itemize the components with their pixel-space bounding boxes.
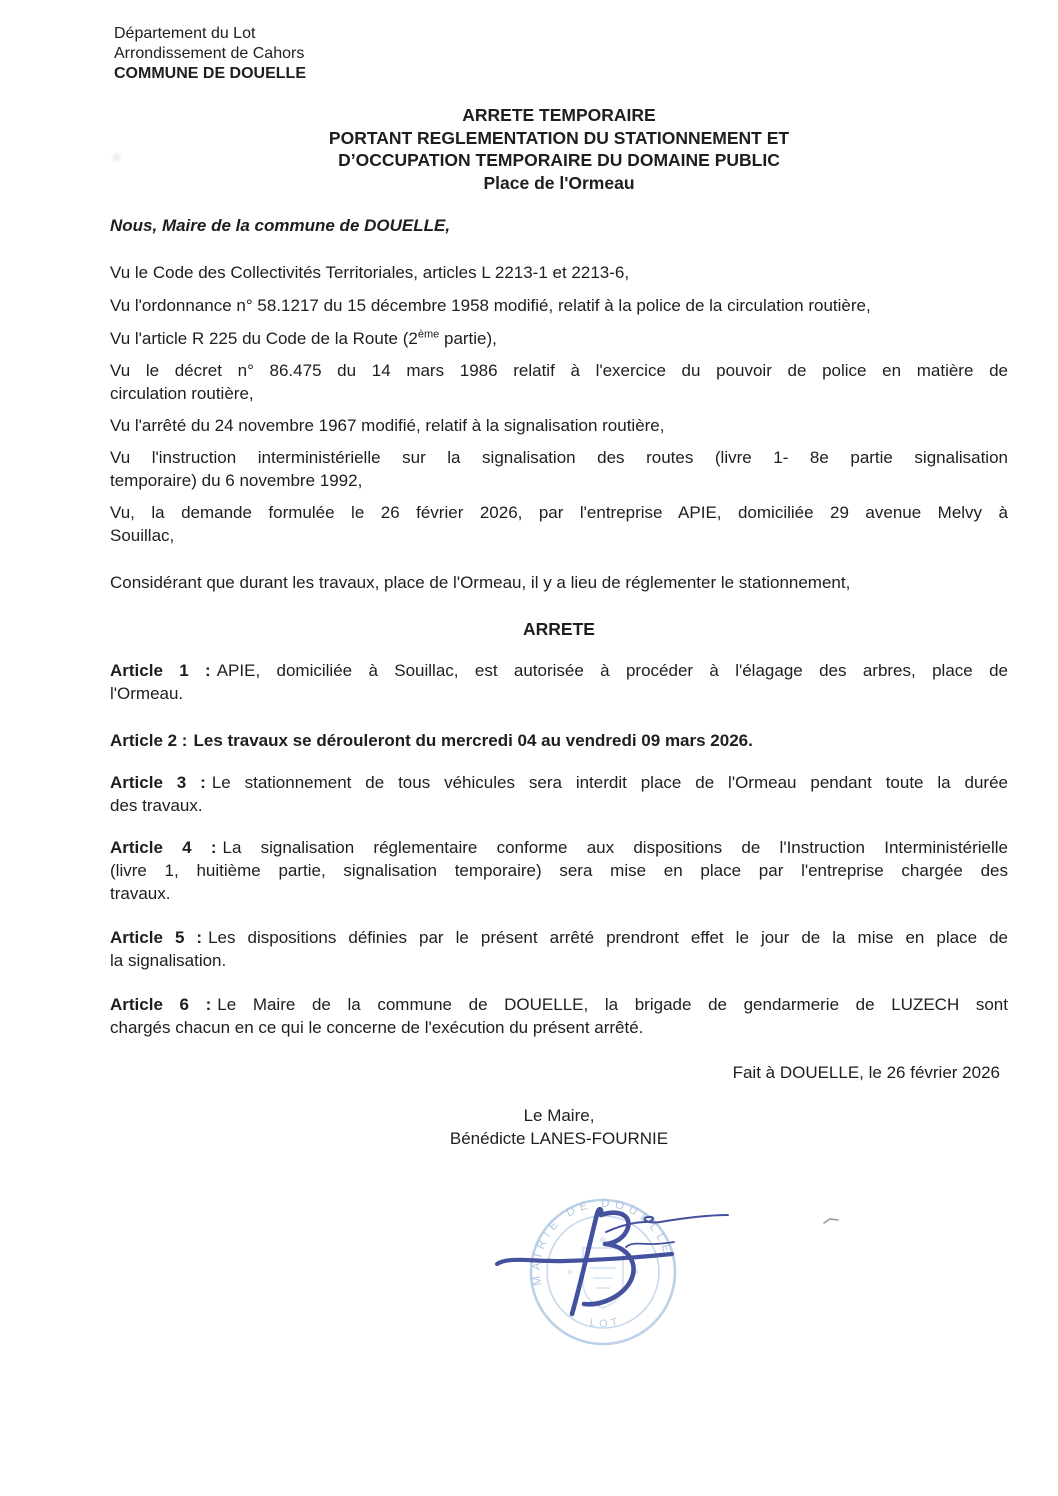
arrete-heading: ARRETE xyxy=(523,619,595,639)
title-line-2: PORTANT REGLEMENTATION DU STATIONNEMENT ET xyxy=(328,127,790,148)
considerant: Considérant que durant les travaux, place de l'Ormeau, il y a lieu de réglementer le stationnement, xyxy=(110,573,851,592)
article-5-label: Article 5 : xyxy=(110,928,203,947)
recital-decret: Vu le décret n° 86.475 du 14 mars 1986 relatif à l'exercice du pouvoir de police en matière de circulation routière, xyxy=(110,361,1008,403)
article-1: Article 1 : APIE, domiciliée à Souillac, est autorisée à procéder à l'élagage des arbres, place de l'Ormeau. xyxy=(110,661,1008,703)
scan-smudge xyxy=(110,152,123,163)
signature-and-stamp xyxy=(460,1170,880,1390)
letterhead xyxy=(114,24,1008,84)
place-and-date: Fait à DOUELLE, le 26 février 2026 xyxy=(732,1063,1000,1082)
article-4: Article 4 : La signalisation réglementaire conforme aux dispositions de l'Instruction Interministérielle (livre 1, huitième partie, signalisation temporaire) sera mise en place par l'entreprise chargée des travaux. xyxy=(110,838,1008,903)
superscript-eme: ème xyxy=(417,328,440,341)
article-6-label: Article 6 : xyxy=(110,995,212,1014)
signature xyxy=(497,1209,728,1314)
title-line-3: D’OCCUPATION TEMPORAIRE DU DOMAINE PUBLIC xyxy=(338,150,780,170)
article-5: Article 5 : Les dispositions définies par le présent arrêté prendront effet le jour de la mise en place de la signalisation. xyxy=(110,928,1008,970)
recital-instruction: Vu l'instruction interministérielle sur la signalisation des routes (livre 1- 8e partie signalisation temporaire) du 6 novembre 1992, xyxy=(110,448,1008,490)
article-2: Article 2 : Les travaux se dérouleront du mercredi 04 au vendredi 09 mars 2026. xyxy=(110,731,753,750)
recital-demande: Vu, la demande formulée le 26 février 2026, par l'entreprise APIE, domiciliée 29 avenue Melvy à Souillac, xyxy=(110,503,1008,545)
article-1-label: Article 1 : xyxy=(110,661,211,680)
salutation: Nous, Maire de la commune de DOUELLE, xyxy=(110,216,451,235)
signer-name: Bénédicte LANES-FOURNIE xyxy=(449,1129,669,1148)
recital-ordonnance: Vu l'ordonnance n° 58.1217 du 15 décembre 1958 modifié, relatif à la police de la circulation routière, xyxy=(110,296,871,315)
article-3: Article 3 : Le stationnement de tous véhicules sera interdit place de l'Ormeau pendant toute la durée des travaux. xyxy=(110,773,1009,815)
title-line-1: ARRETE TEMPORAIRE xyxy=(462,105,656,125)
stray-mark xyxy=(824,1219,838,1223)
signer-title: Le Maire, xyxy=(523,1106,595,1125)
article-6: Article 6 : Le Maire de la commune de DOUELLE, la brigade de gendarmerie de LUZECH sont chargés chacun en ce qui le concerne de l'exécution du présent arrêté. xyxy=(110,995,1008,1037)
letterhead-commune: COMMUNE DE DOUELLE xyxy=(114,65,306,82)
svg-text:LOT xyxy=(589,1315,623,1330)
article-4-label: Article 4 : xyxy=(110,838,217,857)
recital-article-r225: Vu l'article R 225 du Code de la Route (2ème partie), xyxy=(110,328,497,348)
letterhead-department: Département du Lot xyxy=(114,25,256,42)
article-3-label: Article 3 : xyxy=(110,773,206,792)
title-line-4: Place de l'Ormeau xyxy=(483,172,635,193)
recital-code-collectivites: Vu le Code des Collectivités Territoriales, articles L 2213-1 et 2213-6, xyxy=(110,263,630,282)
stamp-top-text: MAIRIE DE DOUELLE xyxy=(530,1197,674,1287)
document-title xyxy=(110,104,1008,194)
stamp-bottom-text: LOT xyxy=(588,1315,624,1331)
letterhead-arrondissement: Arrondissement de Cahors xyxy=(114,45,305,62)
article-2-label: Article 2 : xyxy=(110,731,188,750)
signer-block xyxy=(110,1104,1008,1150)
recital-arrete-1967: Vu l'arrêté du 24 novembre 1967 modifié, relatif à la signalisation routière, xyxy=(110,416,665,435)
